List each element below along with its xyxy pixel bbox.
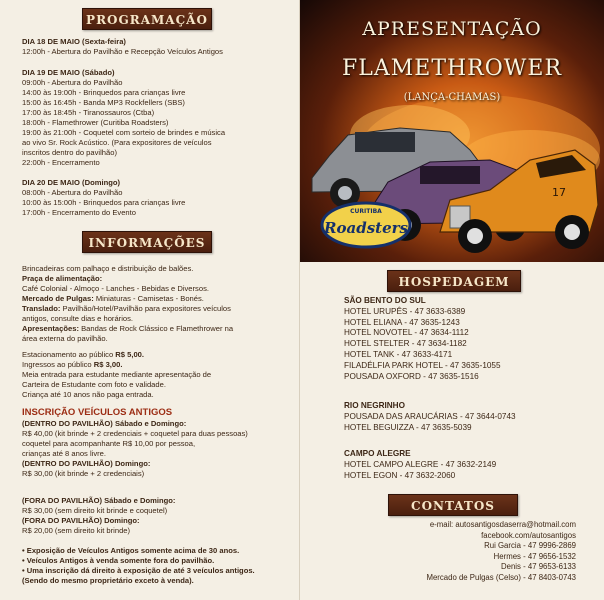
info-meia1: Meia entrada para estudante mediante apresentação de <box>22 370 212 379</box>
hotel-item: HOTEL STELTER - 47 3634-1182 <box>344 339 467 349</box>
info-translado-text: Pavilhão/Hotel/Pavilhão para expositores veículos <box>60 304 231 313</box>
hospedagem-list-2 <box>344 401 516 433</box>
hero-image <box>300 0 604 262</box>
contact-facebook[interactable]: facebook.com/autosantigos <box>481 530 576 540</box>
inscricao-line: R$ 20,00 (sem direito kit brinde) <box>22 526 131 535</box>
hospedagem-city: SÃO BENTO DO SUL <box>344 296 426 305</box>
info-apres-label: Apresentações: <box>22 324 79 333</box>
info-praca-text: Café Colonial - Almoço - Lanches - Bebidas e Diversos. <box>22 284 209 293</box>
hotel-item: POUSADA OXFORD - 47 3635-1516 <box>344 371 479 381</box>
inscricao-note: • Veículos Antigos à venda somente fora do pavilhão. <box>22 556 215 565</box>
informacoes-text <box>22 264 233 344</box>
inscricao-line: R$ 40,00 (kit brinde + 2 credenciais + coquetel para duas pessoas) <box>22 429 248 438</box>
hotel-item: POUSADA DAS ARAUCÁRIAS - 47 3644-0743 <box>344 411 516 421</box>
inscricao-f1-head: (FORA DO PAVILHÃO) Sábado e Domingo: <box>22 496 176 505</box>
programacao-day2 <box>22 68 225 168</box>
hotel-item: FILADÉLFIA PARK HOTEL - 47 3635-1055 <box>344 360 501 370</box>
inscricao-d1-head: (DENTRO DO PAVILHÃO) Sábado e Domingo: <box>22 419 187 428</box>
day2-item: 09:00h - Abertura do Pavilhão <box>22 78 123 87</box>
hotel-item: HOTEL URUPÊS - 47 3633-6389 <box>344 306 466 316</box>
info-translado-label: Translado: <box>22 304 61 313</box>
contact-email[interactable]: e-mail: autosantigosdaserra@hotmail.com <box>429 520 576 529</box>
day3-item: 10:00 às 15:00h - Brinquedos para crianças livre <box>22 198 186 207</box>
programacao-day1 <box>22 37 223 57</box>
info-translado-text2: antigos, consulte dias e horários. <box>22 314 134 323</box>
day3-item: 08:00h - Abertura do Pavilhão <box>22 188 123 197</box>
informacoes-banner: INFORMAÇÕES <box>82 231 212 253</box>
hotel-item: HOTEL BEGUIZZA - 47 3635-5039 <box>344 422 472 432</box>
day2-item: 14:00 às 19:00h - Brinquedos para crianças livre <box>22 88 186 97</box>
hotel-item: HOTEL CAMPO ALEGRE - 47 3632-2149 <box>344 459 497 469</box>
programacao-day3 <box>22 178 185 218</box>
car-number: 17 <box>552 186 566 199</box>
hotel-item: HOTEL EGON - 47 3632-2060 <box>344 470 456 480</box>
logo-main-text: Roadsters <box>324 219 408 237</box>
info-apres-text2: área externa do pavilhão. <box>22 334 108 343</box>
contact-line: Hermes - 47 9656-1532 <box>493 551 576 561</box>
inscricao-line: crianças até 8 anos livre. <box>22 449 106 458</box>
info-est-prefix: Estacionamento ao público <box>22 350 116 359</box>
hero-title-1: APRESENTAÇÃO <box>362 18 542 40</box>
informacoes-precos <box>22 350 211 400</box>
hospedagem-banner: HOSPEDAGEM <box>387 270 521 292</box>
info-line: Brincadeiras com palhaço e distribuição de balões. <box>22 264 194 273</box>
info-crianca: Criança até 10 anos não paga entrada. <box>22 390 154 399</box>
info-meia2: Carteira de Estudante com foto e validade. <box>22 380 166 389</box>
day2-heading: DIA 19 DE MAIO (Sábado) <box>22 68 115 77</box>
info-mercado-text: Miniaturas - Camisetas - Bonés. <box>93 294 204 303</box>
info-est-value: R$ 5,00. <box>115 350 145 359</box>
programacao-banner: PROGRAMAÇÃO <box>82 8 212 30</box>
contact-line: Rui Garcia - 47 9996-2869 <box>484 541 576 551</box>
day2-item: inscritos dentro do pavilhão) <box>22 148 117 157</box>
hotel-item: HOTEL TANK - 47 3633-4171 <box>344 349 453 359</box>
inscricao-notes <box>22 546 255 586</box>
inscricao-note: • Exposição de Veículos Antigos somente acima de 30 anos. <box>22 546 240 555</box>
inscricao-f2-head: (FORA DO PAVILHÃO) Domingo: <box>22 516 140 525</box>
hospedagem-city: RIO NEGRINHO <box>344 401 405 410</box>
day2-item: 17:00 às 18:45h - Tiranossauros (Ctba) <box>22 108 155 117</box>
inscricao-title: INSCRIÇÃO VEÍCULOS ANTIGOS <box>22 407 173 418</box>
info-apres-text: Bandas de Rock Clássico e Flamethrower na <box>78 324 234 333</box>
info-ing-prefix: Ingressos ao público <box>22 360 94 369</box>
hospedagem-list-3 <box>344 449 496 481</box>
day2-item: 15:00 às 16:45h - Banda MP3 Rockfellers (SBS) <box>22 98 185 107</box>
inscricao-fora <box>22 496 175 536</box>
day2-item: ao vivo Sr. Rock Acústico. (Para expositores de veículos <box>22 138 212 147</box>
inscricao-line: R$ 30,00 (kit brinde + 2 credenciais) <box>22 469 145 478</box>
inscricao-note: (Sendo do mesmo proprietário exceto à venda). <box>22 576 194 585</box>
hospedagem-list-1 <box>344 296 501 382</box>
contatos-banner: CONTATOS <box>388 494 518 516</box>
contatos-list <box>426 520 576 584</box>
day2-item: 19:00 às 21:00h - Coquetel com sorteio de brindes e música <box>22 128 226 137</box>
contact-line: Denis - 47 9653-6133 <box>501 562 576 572</box>
hero-title-2: FLAMETHROWER <box>341 56 563 81</box>
day2-item: 22:00h - Encerramento <box>22 158 100 167</box>
hero-title-3: (LANÇA-CHAMAS) <box>403 92 501 103</box>
day1-heading: DIA 18 DE MAIO (Sexta-feira) <box>22 37 126 46</box>
inscricao-line: R$ 30,00 (sem direito kit brinde e coquetel) <box>22 506 168 515</box>
contact-line: Mercado de Pulgas (Celso) - 47 8403-0743 <box>426 572 576 582</box>
info-ing-value: R$ 3,00. <box>93 360 123 369</box>
inscricao-line: coquetel para acompanhante R$ 10,00 por pessoa, <box>22 439 196 448</box>
hotel-item: HOTEL ELIANA - 47 3635-1243 <box>344 317 460 327</box>
inscricao-section <box>22 407 248 479</box>
inscricao-note: • Uma inscrição dá direito à exposição de até 3 veículos antigos. <box>22 566 255 575</box>
roadsters-logo <box>322 203 410 247</box>
inscricao-d2-head: (DENTRO DO PAVILHÃO) Domingo: <box>22 459 151 468</box>
day2-item: 18:00h - Flamethrower (Curitiba Roadsters) <box>22 118 169 127</box>
hotel-item: HOTEL NOVOTEL - 47 3634-1112 <box>344 328 469 338</box>
day3-item: 17:00h - Encerramento do Evento <box>22 208 136 217</box>
info-praca-label: Praça de alimentação: <box>22 274 103 283</box>
hospedagem-city: CAMPO ALEGRE <box>344 449 411 458</box>
logo-top-text: CURITIBA <box>350 208 382 215</box>
info-mercado-label: Mercado de Pulgas: <box>22 294 94 303</box>
day1-item: 12:00h - Abertura do Pavilhão e Recepção Veículos Antigos <box>22 47 223 56</box>
day3-heading: DIA 20 DE MAIO (Domingo) <box>22 178 121 187</box>
